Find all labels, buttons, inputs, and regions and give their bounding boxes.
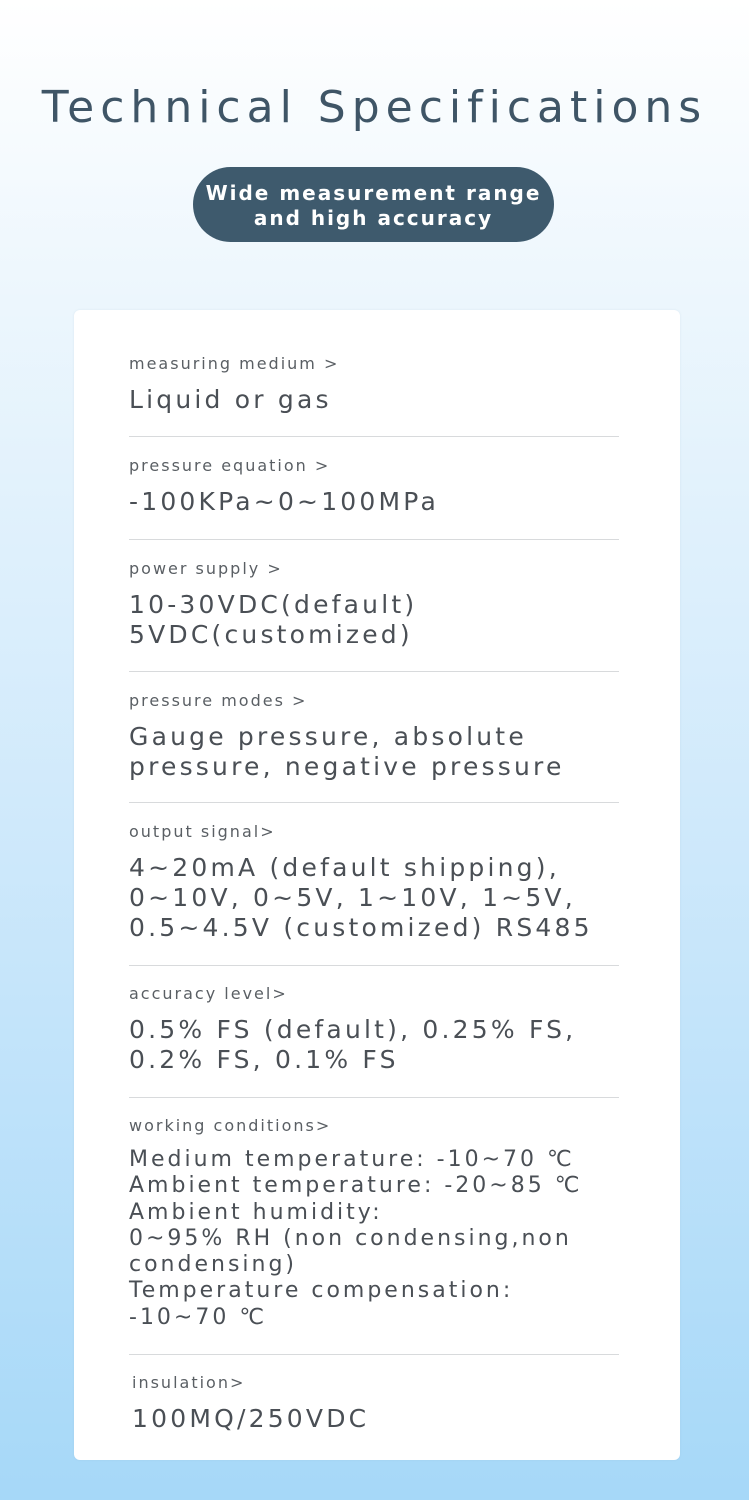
divider <box>129 802 619 803</box>
spec-label: accuracy level> <box>129 984 288 1003</box>
spec-value-line: 0~10V, 0~5V, 1~10V, 1~5V, <box>129 883 576 912</box>
spec-pressure-equation <box>129 456 629 516</box>
subtitle-line-2: and high accuracy <box>253 205 494 230</box>
spec-value-line: -10~70 ℃ <box>129 1304 268 1330</box>
divider <box>129 539 619 540</box>
spec-value-line: condensing) <box>129 1252 298 1278</box>
spec-value <box>129 590 629 650</box>
spec-output-signal <box>129 822 629 943</box>
spec-card <box>74 310 680 1460</box>
divider <box>129 671 619 672</box>
spec-insulation <box>132 1373 632 1433</box>
spec-value-line: 5VDC(customized) <box>129 620 413 649</box>
spec-value <box>129 385 629 414</box>
spec-value <box>129 722 629 782</box>
spec-value-line: 100MQ/250VDC <box>132 1404 370 1433</box>
spec-value <box>129 1147 629 1331</box>
spec-value-line: 0.5~4.5V (customized) RS485 <box>129 913 593 942</box>
spec-label: pressure equation > <box>129 456 331 475</box>
spec-value-line: Ambient humidity: <box>129 1199 383 1225</box>
spec-value-line: Medium temperature: -10~70 ℃ <box>129 1147 575 1172</box>
spec-label: pressure modes > <box>129 691 308 710</box>
spec-label: insulation> <box>132 1373 246 1392</box>
divider <box>129 436 619 437</box>
divider <box>129 965 619 966</box>
spec-value-line: -100KPa~0~100MPa <box>129 487 439 516</box>
spec-value <box>129 1015 629 1075</box>
spec-value-line: 0~95% RH (non condensing,non <box>129 1225 572 1251</box>
spec-pressure-modes <box>129 691 629 782</box>
spec-value-line: pressure, negative pressure <box>129 752 565 781</box>
spec-value-line: Liquid or gas <box>129 385 332 414</box>
subtitle-line-1: Wide measurement range <box>205 180 542 205</box>
spec-working-conditions <box>129 1116 629 1331</box>
subtitle-badge <box>193 167 554 242</box>
spec-label: output signal> <box>129 822 276 841</box>
spec-label: power supply > <box>129 559 283 578</box>
spec-value <box>129 853 629 943</box>
page-title: Technical Specifications <box>41 82 708 133</box>
spec-value-line: Temperature compensation: <box>129 1278 514 1304</box>
spec-value-line: 4~20mA (default shipping), <box>129 853 560 882</box>
spec-value-line: 0.5% FS (default), 0.25% FS, <box>129 1015 577 1044</box>
spec-label: measuring medium > <box>129 354 340 373</box>
spec-measuring-medium <box>129 354 629 414</box>
spec-value-line: Ambient temperature: -20~85 ℃ <box>129 1173 583 1199</box>
spec-power-supply <box>129 559 629 650</box>
spec-label: working conditions> <box>129 1116 332 1135</box>
divider <box>129 1097 619 1098</box>
spec-value <box>132 1404 632 1433</box>
spec-value <box>129 487 629 516</box>
divider <box>129 1354 619 1355</box>
spec-value-line: 0.2% FS, 0.1% FS <box>129 1045 399 1074</box>
spec-value-line: Gauge pressure, absolute <box>129 722 527 751</box>
spec-accuracy-level <box>129 984 629 1075</box>
spec-value-line: 10-30VDC(default) <box>129 590 418 619</box>
